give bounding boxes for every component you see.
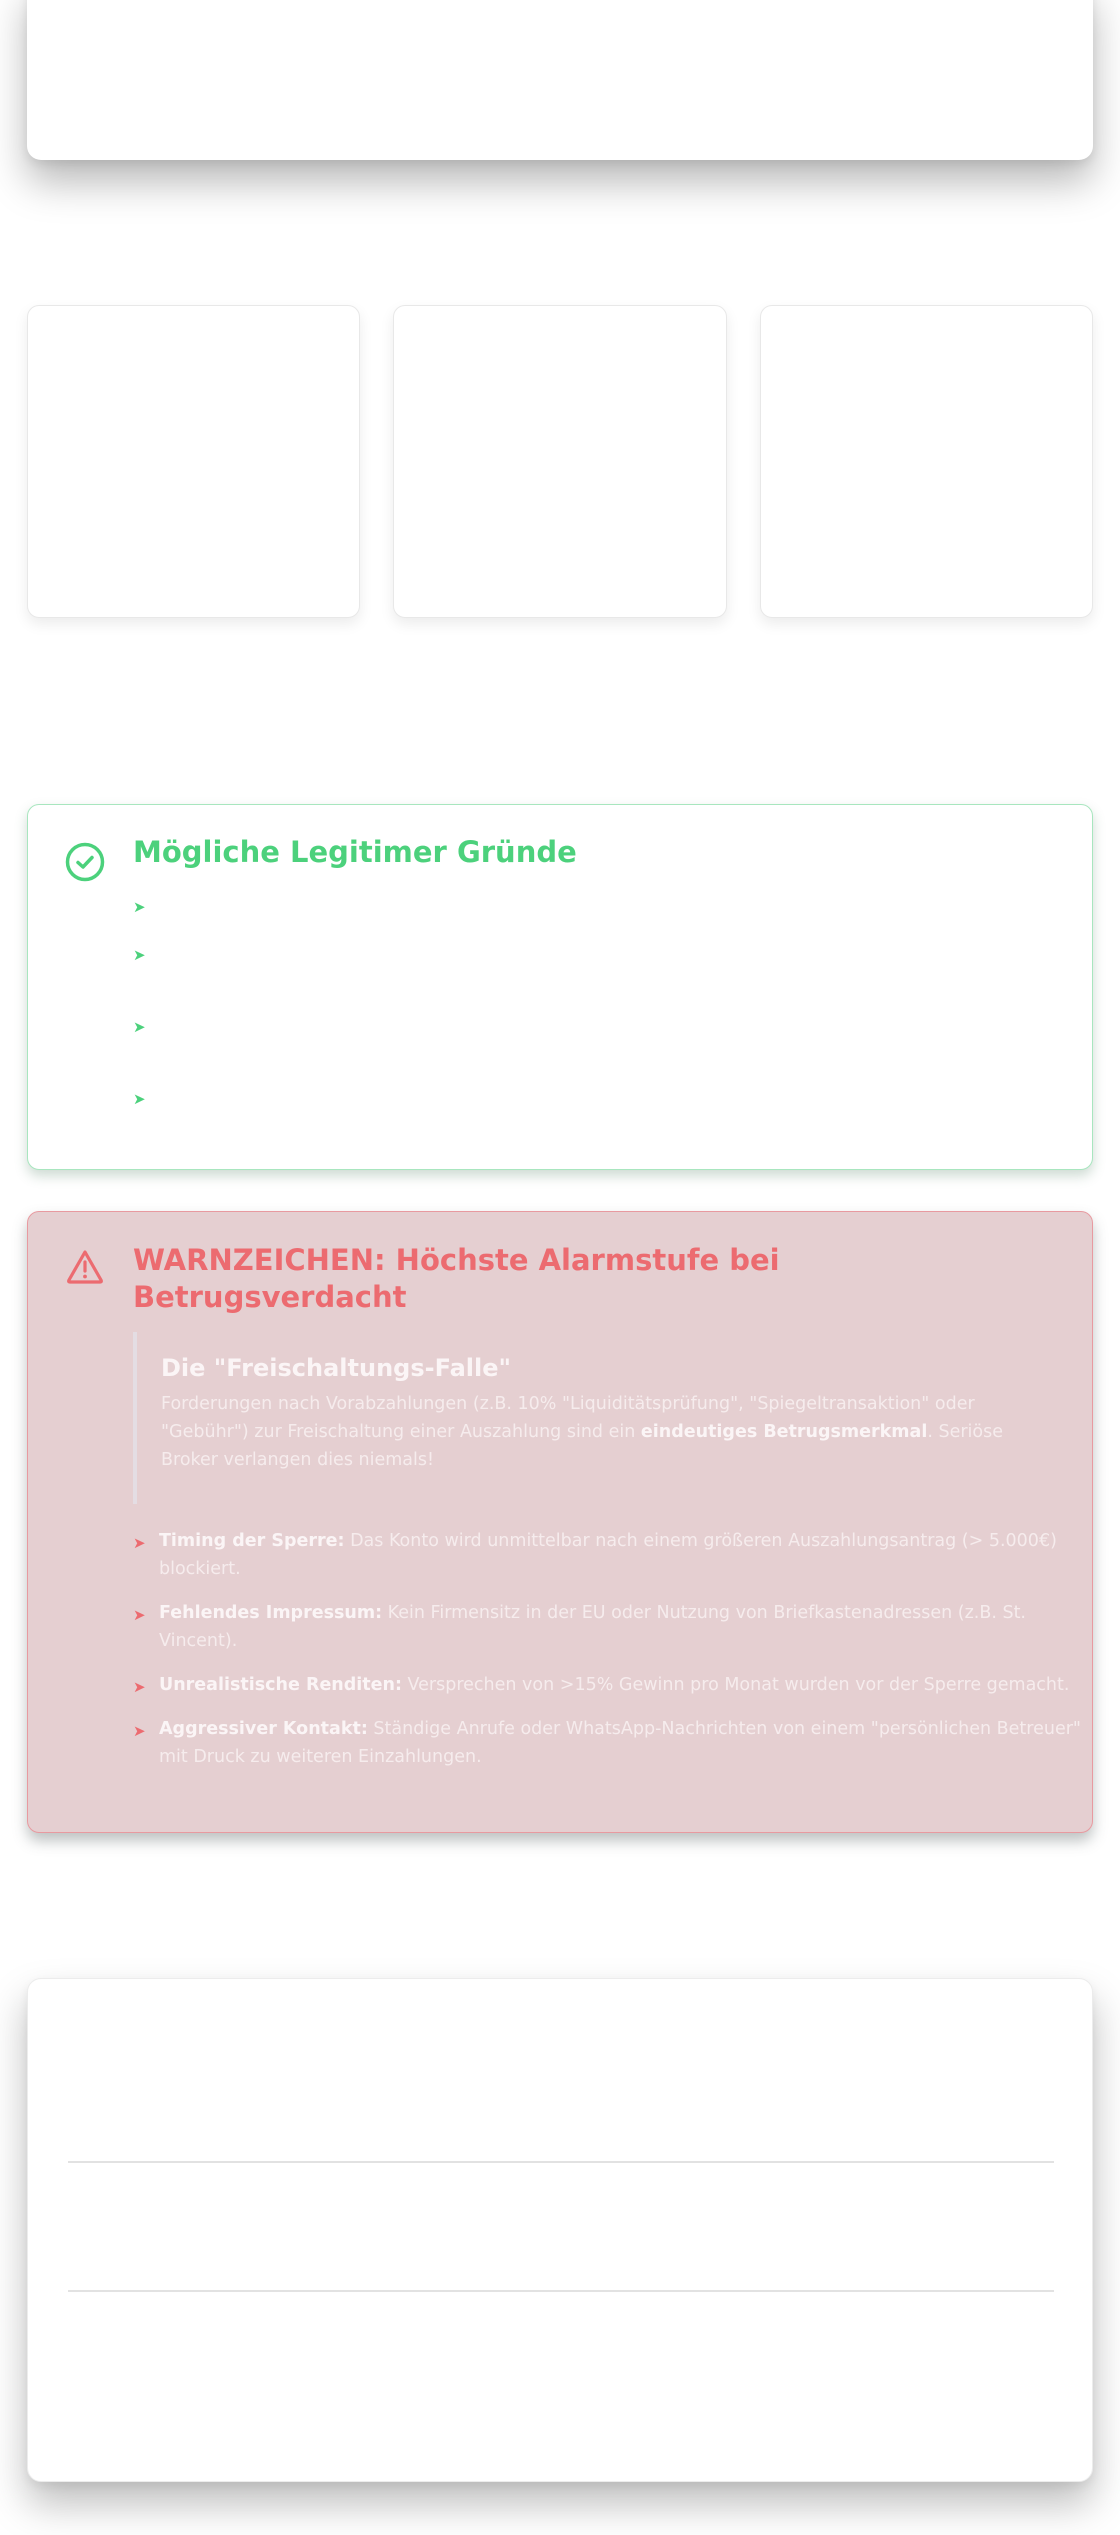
list-item-label: Unrealistische Renditen: [159,1675,402,1695]
legit-reasons-title: Mögliche Legitimer Gründe [133,835,577,869]
list-item-text: Das Konto wird unmittelbar nach einem größeren Auszahlungsantrag (> 5.000€) blockiert. [159,1531,1057,1579]
warning-signs-list [133,1527,1083,1787]
hero-card [27,0,1093,160]
list-item-label: Timing der Sperre: [159,1531,345,1551]
list-item-label: Fehlendes Impressum: [159,1603,383,1623]
list-item [133,1671,1083,1699]
feature-card-2 [393,305,726,618]
arrow-bullet-icon: ➤ [133,1018,146,1036]
list-item [133,1599,1083,1655]
warning-title: WARNZEICHEN: Höchste Alarmstufe bei Betrugsverdacht [133,1243,780,1314]
trap-title: Die "Freischaltungs-Falle" [161,1354,511,1382]
list-item-text: Versprechen von >15% Gewinn pro Monat wurden vor der Sperre gemacht. [401,1675,1070,1695]
feature-grid [27,305,1093,618]
list-item-text: Ständige Anrufe oder WhatsApp-Nachrichten von einem "persönlichen Betreuer" mit Druck zu weiteren Einzahlungen. [159,1719,1081,1767]
arrow-bullet-icon: ➤ [133,1678,146,1696]
list-item [133,1527,1083,1583]
legit-reasons-card [27,804,1093,1170]
arrow-bullet-icon: ➤ [133,1722,146,1740]
arrow-bullet-icon: ➤ [133,898,146,916]
arrow-bullet-icon: ➤ [133,1534,146,1552]
arrow-bullet-icon: ➤ [133,1606,146,1624]
bottom-card [27,1978,1093,2482]
list-item [133,1015,159,1087]
legit-reasons-list [133,895,159,1159]
list-item-label: Aggressiver Kontakt: [159,1719,368,1739]
arrow-bullet-icon: ➤ [133,1090,146,1108]
list-item [133,943,159,1015]
freischaltungs-trap-callout [133,1332,1063,1504]
trap-emphasis: eindeutiges Betrugsmerkmal [640,1422,928,1442]
trap-text: Forderungen nach Vorabzahlungen (z.B. 10% "Liquiditätsprüfung", "Spiegeltransaktion" oder "Gebühr") zur Freischaltung einer Auszahlung sind ein eindeutiges Betrugsmerkmal. Seriöse Broker verlangen dies niemals! [161,1394,1003,1470]
bottom-row-3 [68,2292,1054,2482]
list-item [133,895,159,943]
list-item [133,1087,159,1159]
feature-card-3 [760,305,1093,618]
arrow-bullet-icon: ➤ [133,946,146,964]
bottom-row-1 [68,1979,1054,2161]
list-item [133,1715,1083,1771]
warning-card [27,1211,1093,1833]
list-item-text: Kein Firmensitz in der EU oder Nutzung von Briefkastenadressen (z.B. St. Vincent). [159,1603,1026,1651]
alert-triangle-icon [64,1246,106,1288]
feature-card-1 [27,305,360,618]
check-circle-icon [64,841,106,883]
bottom-row-2 [68,2163,1054,2290]
